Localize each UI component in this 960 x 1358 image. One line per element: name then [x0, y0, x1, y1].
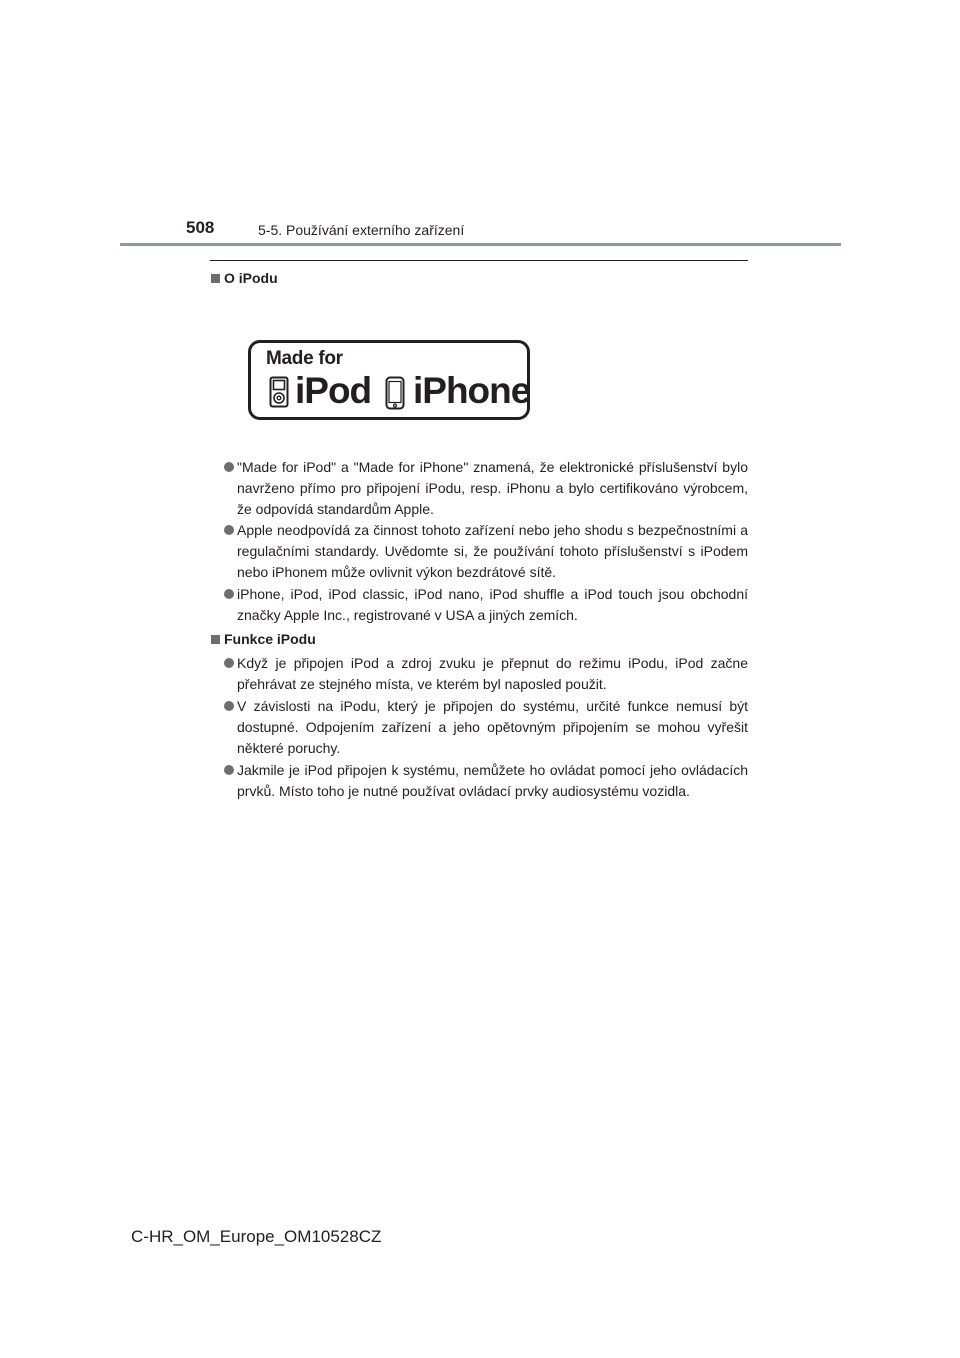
bullet-dot-icon [224, 701, 234, 711]
list-item [224, 520, 748, 583]
logo-made-for: Made for [266, 348, 343, 369]
ipod-icon [269, 376, 289, 408]
list-item [224, 696, 748, 759]
bullet-dot-icon [224, 462, 234, 472]
list-item [224, 653, 748, 695]
bullet-text: Jakmile je iPod připojen k systému, nemůžete ho ovládat pomocí jeho ovládacích prvků. Místo toho je nutné používat ovládací prvky audiosystému vozidla. [237, 762, 748, 799]
section-title: 5-5. Používání externího zařízení [258, 222, 465, 238]
bullet-text: "Made for iPod" a "Made for iPhone" znamená, že elektronické příslušenství bylo navrženo přímo pro připojení iPodu, resp. iPhonu a bylo certifikováno výrobcem, že odpovídá standardům Apple. [237, 459, 748, 517]
list-item [224, 584, 748, 626]
bullet-text: Apple neodpovídá za činnost tohoto zařízení nebo jeho shodu s bezpečnostními a regulačními standardy. Uvědomte si, že používání tohoto příslušenství s iPodem nebo iPhonem může ovlivnit výkon bezdrátové sítě. [237, 522, 748, 580]
logo-ipod: iPod [295, 370, 372, 411]
heading-text: O iPodu [224, 270, 278, 286]
logo-iphone: iPhone [413, 370, 531, 411]
header-rule [120, 243, 841, 246]
heading-text: Funkce iPodu [224, 631, 316, 647]
footer-doc-code: C-HR_OM_Europe_OM10528CZ [131, 1227, 382, 1246]
made-for-ipod-iphone-logo [248, 340, 530, 420]
iphone-icon [385, 376, 405, 410]
bullet-text: V závislosti na iPodu, který je připojen do systému, určité funkce nemusí být dostupné. Odpojením zařízení a jeho opětovným připojením se mohou vyřešit některé poruchy. [237, 698, 748, 756]
thin-rule [210, 260, 748, 261]
bullet-dot-icon [224, 765, 234, 775]
bullet-dot-icon [224, 589, 234, 599]
bullet-dot-icon [224, 525, 234, 535]
bullet-dot-icon [224, 658, 234, 668]
heading-ipod [211, 270, 278, 286]
heading-funkce [211, 631, 316, 647]
square-bullet-icon [211, 274, 220, 283]
list-item [224, 457, 748, 520]
bullet-text: iPhone, iPod, iPod classic, iPod nano, iPod shuffle a iPod touch jsou obchodní značky Apple Inc., registrované v USA a jiných zemích. [237, 586, 748, 623]
bullet-text: Když je připojen iPod a zdroj zvuku je přepnut do režimu iPodu, iPod začne přehrávat ze stejného místa, ve kterém byl naposled použit. [237, 655, 748, 692]
page-number: 508 [186, 218, 215, 237]
list-item [224, 760, 748, 802]
square-bullet-icon [211, 635, 220, 644]
